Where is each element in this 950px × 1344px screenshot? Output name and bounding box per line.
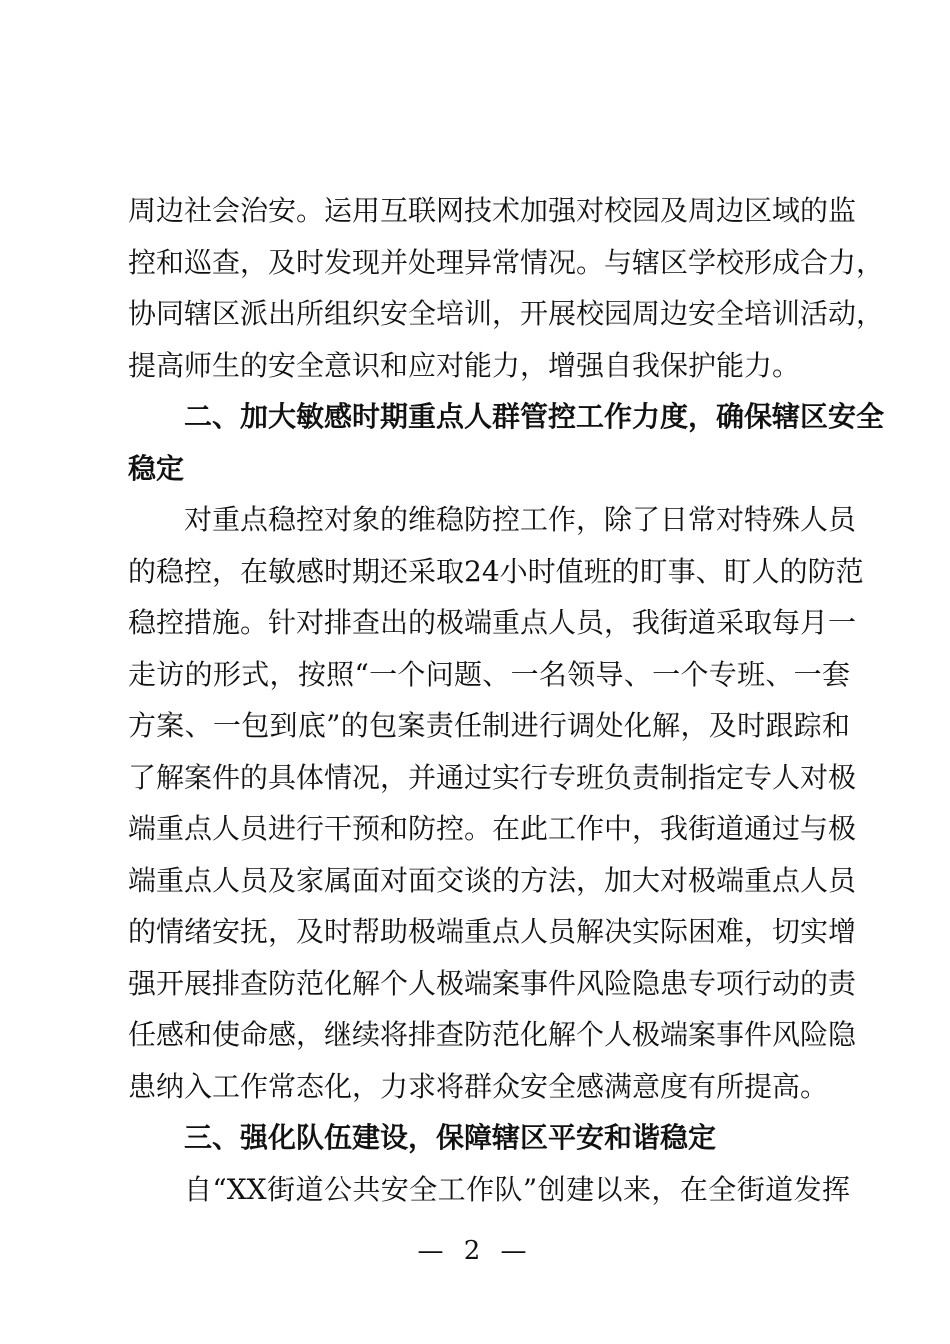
paragraph xyxy=(128,185,885,391)
text-line: 对重点稳控对象的维稳防控工作，除了日常对特殊人员 xyxy=(184,503,857,536)
text-line: 强开展排查防范化解个人极端案事件风险隐患专项行动的责 xyxy=(128,966,857,1000)
text-line: 方案、一包到底”的包案责任制进行调处化解，及时跟踪和 xyxy=(128,709,850,742)
text-line: 端重点人员及家属面对面交谈的方法，加大对极端重点人员 xyxy=(128,863,857,897)
document-body xyxy=(128,185,885,1215)
text-line: 端重点人员进行干预和防控。在此工作中，我街道通过与极 xyxy=(128,812,857,845)
text-line: 患纳入工作常态化，力求将群众安全感满意度有所提高。 xyxy=(128,1069,829,1103)
heading-line: 三、强化队伍建设，保障辖区平安和谐稳定 xyxy=(184,1121,717,1154)
text-line: 自“XX街道公共安全工作队”创建以来，在全街道发挥 xyxy=(184,1172,850,1206)
text-line: 稳控措施。针对排查出的极端重点人员，我街道采取每月一 xyxy=(128,606,857,639)
text-line: 走访的形式，按照“一个问题、一名领导、一个专班、一套 xyxy=(128,657,850,691)
heading-line: 稳定 xyxy=(128,451,185,485)
section-heading xyxy=(128,391,885,494)
text-line: 协同辖区派出所组织安全培训，开展校园周边安全培训活动， xyxy=(128,297,885,330)
section-heading xyxy=(128,1112,850,1164)
text-line: 任感和使命感，继续将排查防范化解个人极端案事件风险隐 xyxy=(128,1018,857,1051)
paragraph xyxy=(128,1164,850,1216)
text-line: 周边社会治安。运用互联网技术加强对校园及周边区域的监 xyxy=(128,194,857,227)
page-number: — 2 — xyxy=(417,1236,533,1266)
text-line: 的情绪安抚，及时帮助极端重点人员解决实际困难，切实增 xyxy=(128,915,857,948)
text-line: 控和巡查，及时发现并处理异常情况。与辖区学校形成合力， xyxy=(128,245,885,279)
paragraph xyxy=(128,494,864,1112)
heading-line: 二、加大敏感时期重点人群管控工作力度，确保辖区安全 xyxy=(184,400,885,433)
text-line: 提高师生的安全意识和应对能力，增强自我保护能力。 xyxy=(128,348,801,382)
text-line: 了解案件的具体情况，并通过实行专班负责制指定专人对极 xyxy=(128,760,857,794)
text-line: 的稳控，在敏感时期还采取24小时值班的盯事、盯人的防范 xyxy=(128,554,864,588)
